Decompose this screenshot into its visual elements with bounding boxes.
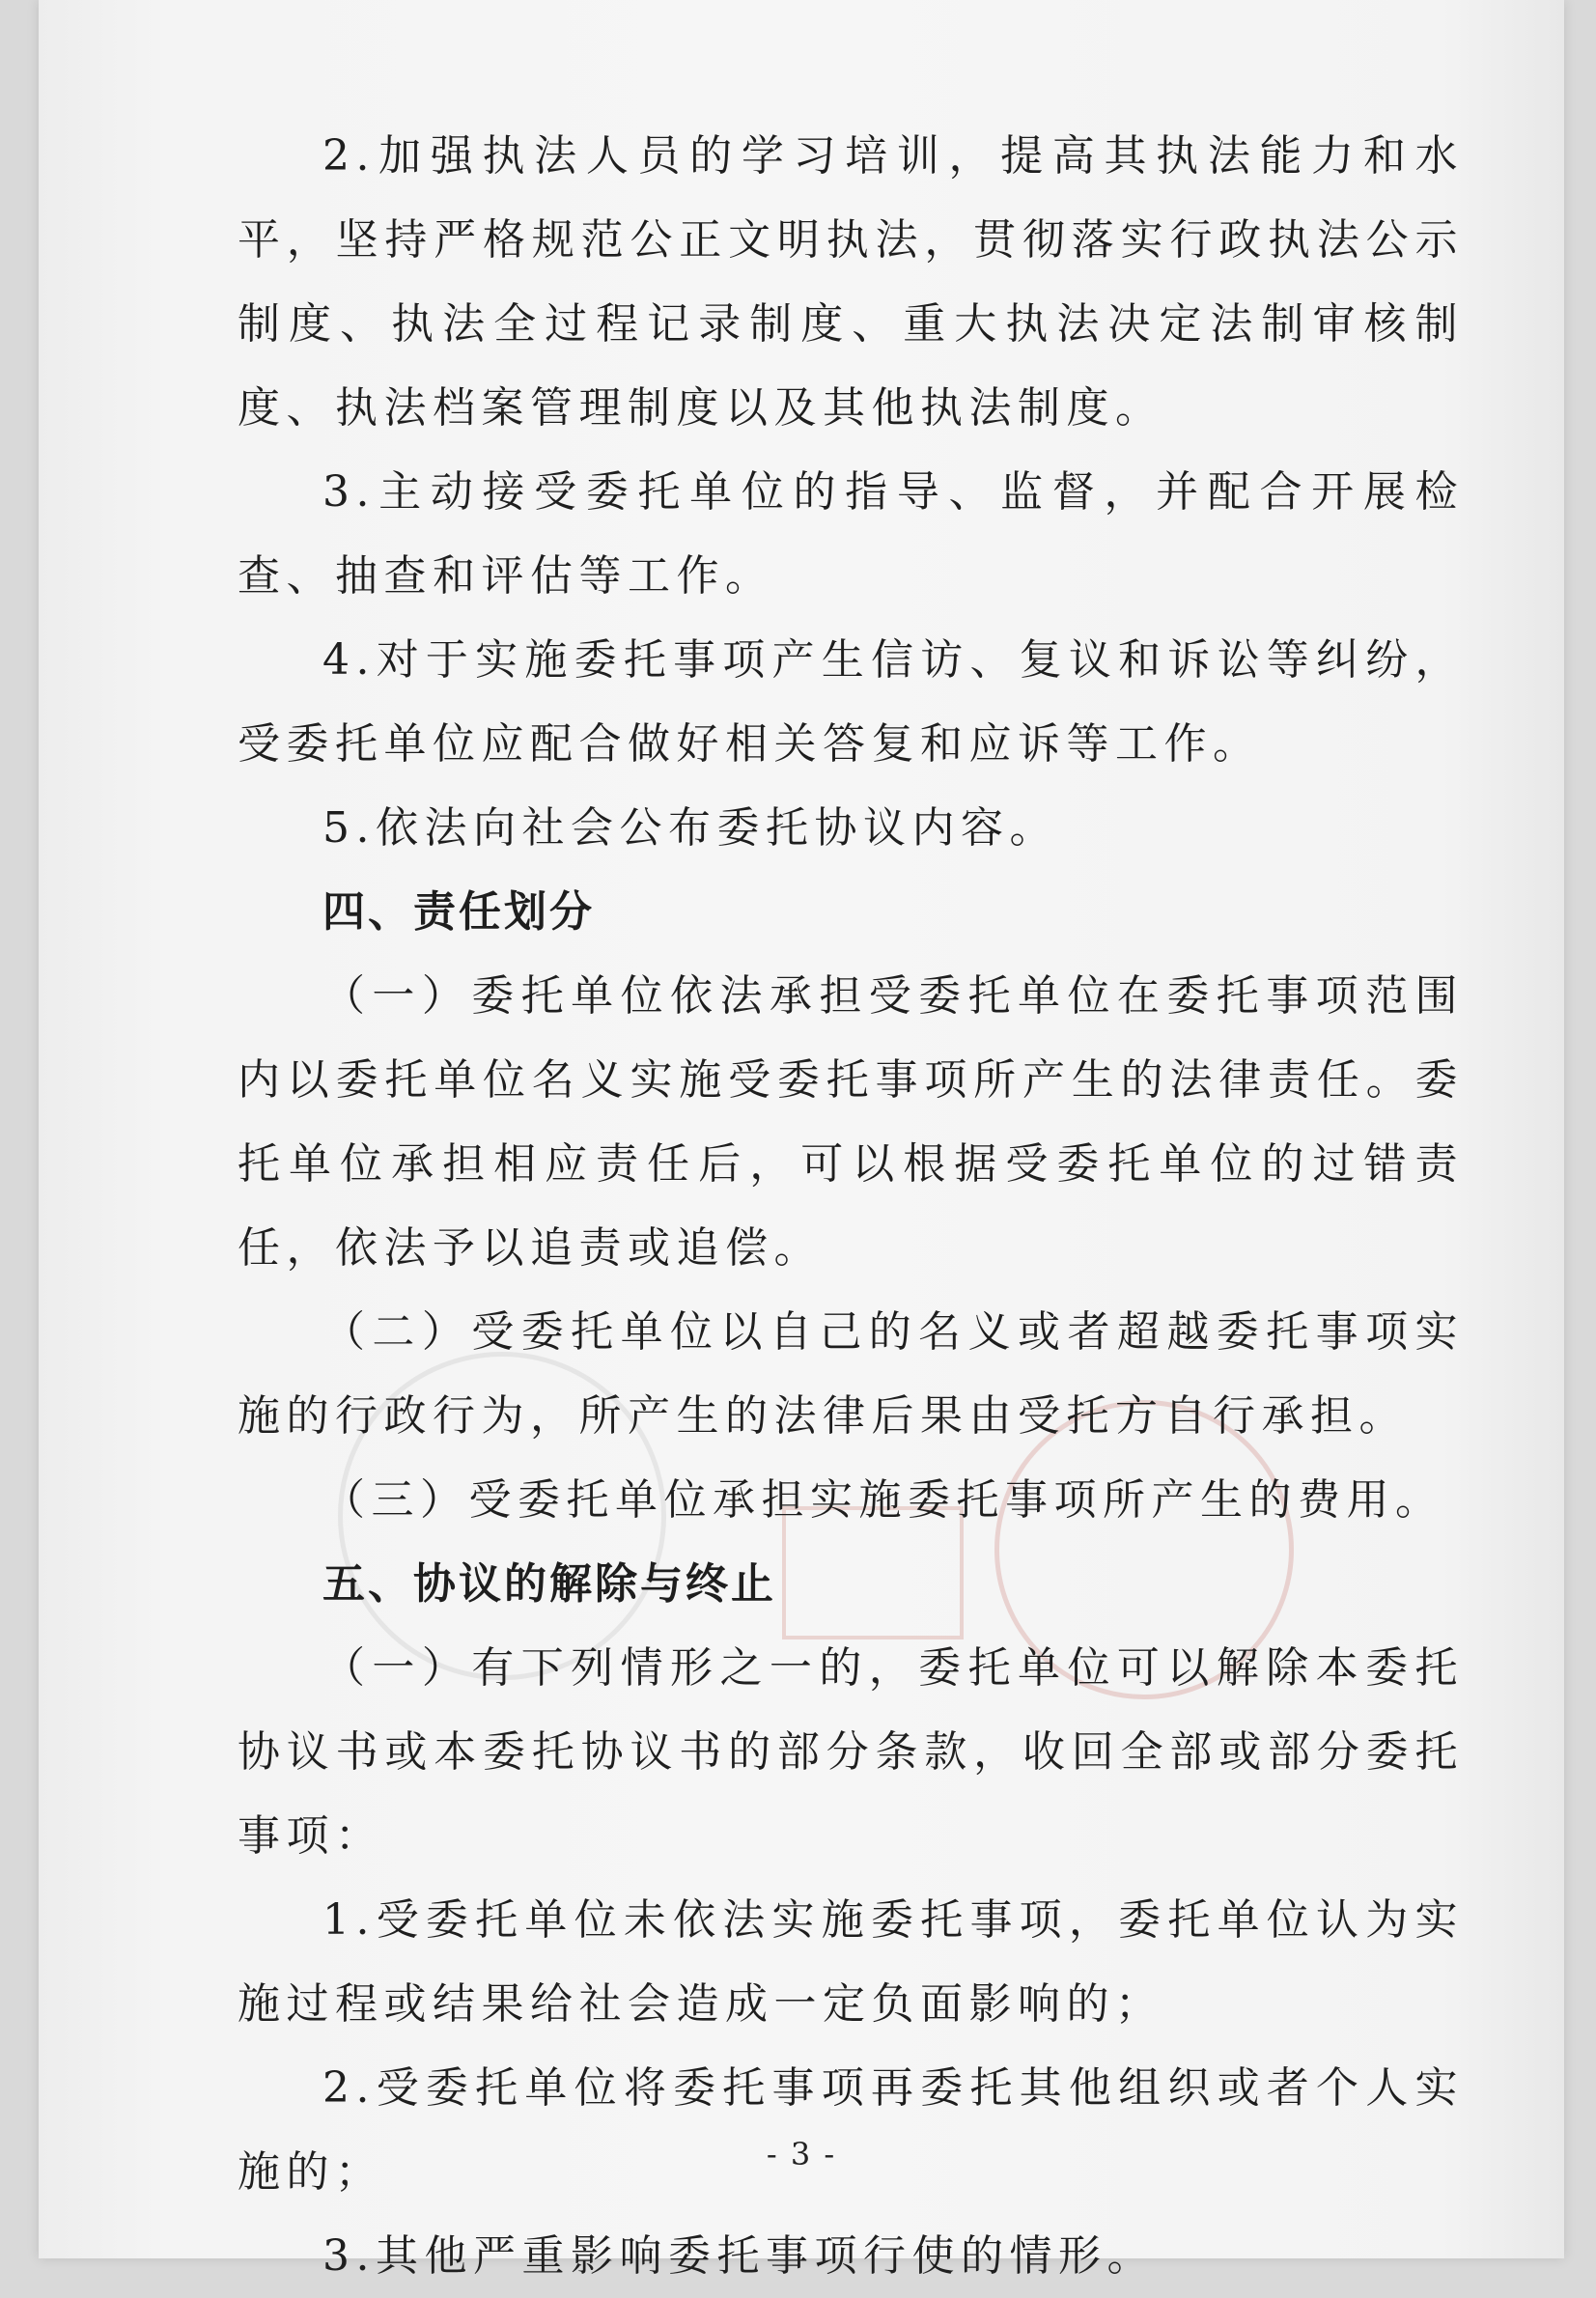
responsibility-clause-3: （三）受委托单位承担实施委托事项所产生的费用。 [322, 1475, 1444, 1525]
responsibility-clause-2: （二）受委托单位以自己的名义或者超越委托事项实施的行政行为，所产生的法律后果由受托方自行承担。 [238, 1307, 1464, 1441]
termination-condition-2: 2.受委托单位将委托事项再委托其他组织或者个人实施的； [238, 2063, 1464, 2197]
responsibility-clause-1: （一）委托单位依法承担受委托单位在委托事项范围内以委托单位名义实施受委托事项所产生的法律责任。委托单位承担相应责任后，可以根据受委托单位的过错责任，依法予以追责或追偿。 [238, 971, 1464, 1273]
termination-clause-intro: （一）有下列情形之一的，委托单位可以解除本委托协议书或本委托协议书的部分条款，收回全部或部分委托事项： [238, 1643, 1464, 1861]
section-heading-termination: 五、协议的解除与终止 [322, 1559, 776, 1609]
document-page [39, 0, 1564, 2281]
page-number: - 3 - [766, 2136, 837, 2172]
section-heading-responsibility: 四、责任划分 [322, 887, 595, 937]
paragraph-item-4: 4.对于实施委托事项产生信访、复议和诉讼等纠纷，受委托单位应配合做好相关答复和应诉等工作。 [238, 635, 1464, 769]
document-body [238, 114, 1464, 2298]
paragraph-item-3: 3.主动接受委托单位的指导、监督，并配合开展检查、抽查和评估等工作。 [238, 467, 1464, 601]
termination-condition-3: 3.其他严重影响委托事项行使的情形。 [322, 2231, 1156, 2281]
paragraph-item-2: 2.加强执法人员的学习培训，提高其执法能力和水平，坚持严格规范公正文明执法，贯彻落实行政执法公示制度、执法全过程记录制度、重大执法决定法制审核制度、执法档案管理制度以及其他执法制度。 [238, 131, 1464, 433]
termination-condition-1: 1.受委托单位未依法实施委托事项，委托单位认为实施过程或结果给社会造成一定负面影响的； [238, 1895, 1464, 2029]
paragraph-item-5: 5.依法向社会公布委托协议内容。 [322, 803, 1058, 853]
